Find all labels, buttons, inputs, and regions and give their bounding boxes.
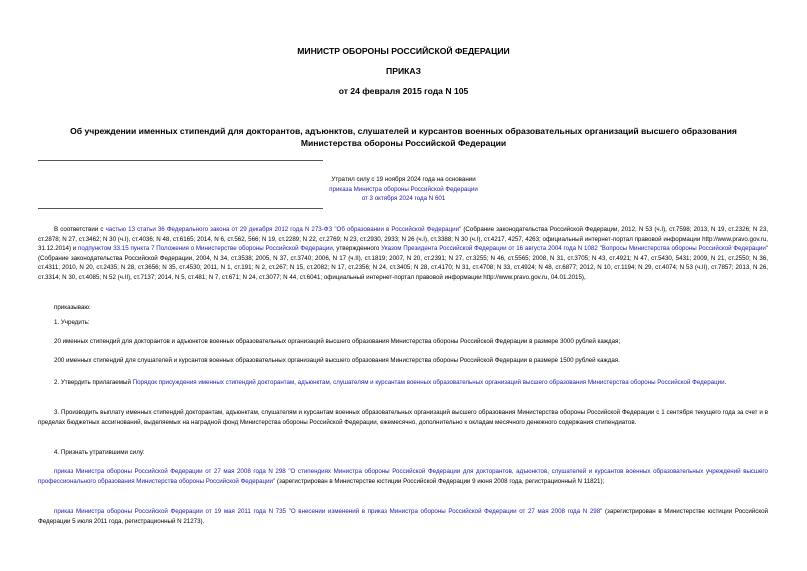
- item-1-heading: 1. Учредить:: [54, 319, 90, 326]
- order-word: приказываю:: [54, 304, 91, 311]
- item-2-text-1: 2. Утвердить прилагаемый: [54, 379, 133, 386]
- procedure-link[interactable]: Порядок присуждения именных стипендий докторантам, адъюнктам, слушателям и курсантам военных образовательных организаций высшего образования Министерства обороны Российской Федерации: [132, 379, 725, 386]
- regulation-link[interactable]: подпунктом 33.15 пункта 7 Положения о Министерстве обороны Российской Федерации: [78, 245, 333, 253]
- item-4-a-text: (зарегистрирован в Министерстве юстиции Российской Федерации 9 июня 2008 года, регистрационный N 11821);: [275, 477, 605, 485]
- item-4-heading: 4. Признать утратившими силу:: [54, 449, 145, 456]
- divider-bottom: [38, 208, 323, 209]
- item-4-a: [38, 467, 768, 486]
- item-3-paragraph: 3. Производить выплату именных стипендий докторантам, адъюнктам, слушателям и курсантам военных образовательных организаций высшего образования Министерства обороны Российской Федерации с 1 сентября текущего года за счет и в пределах бюджетных ассигнований, выделяемых на наградной фонд Министерства обороны Российской Федерации, ежемесячно, дополнительно к окладам месячного денежного содержания стипендиатов.: [38, 409, 768, 426]
- preamble-text-3: , утвержденного: [332, 245, 382, 253]
- status-note-text: Утратил силу с 19 ноября 2024 года на основании: [331, 176, 476, 183]
- divider-top: [38, 160, 323, 161]
- status-note: [240, 175, 567, 204]
- preamble-paragraph: [38, 225, 768, 283]
- item-2-paragraph: [38, 378, 768, 388]
- status-note-link[interactable]: приказа Министра обороны Российской Федерации: [329, 185, 478, 193]
- item-4-b-text: (зарегистрирован в Министерстве юстиции Российской Федерации 5 июля 2011 года, регистрационный N 21273).: [38, 508, 768, 525]
- item-2-text-2: .: [724, 379, 727, 386]
- preamble-text-1: В соответствии с: [54, 226, 106, 233]
- document-title: Об учреждении именных стипендий для докторантов, адъюнктов, слушателей и курсантов военных образовательных организаций высшего образования Министерства обороны Российской Федерации: [70, 126, 737, 148]
- order-735-link[interactable]: приказ Министра обороны Российской Федерации от 19 мая 2011 года N 735 "О внесении изменений в приказ Министра обороны Российской Федерации от 27 мая 2008 года N 298": [54, 508, 603, 515]
- preamble-text-4: (Собрание законодательства Российской Федерации, 2004, N 34, ст.3538; 2005, N 37, ст.3740; 2006, N 17 (ч.II), ст.1819; 2007, N 20, ст.2391; N 27, ст.3255; N 46, ст.5565; 2008, N 31, ст.3705; N 43, ст.4921; N 47, ст.5430, 5431; 2009, N 21, ст.2550; N 36, ст.4311; 2010, N 20, ст.2435; N 28, ст.3656; N 35, ст.4530; 2011, N 1, ст.191; N 2, ст.267; N 15, ст.2082; N 17, ст.2356; N 24, ст.3405; N 28, ст.4170; N 31, ст.4708; N 33, ст.4924; N 48, ст.6877; 2012, N 10, ст.1194; N 29, ст.4074; N 53 (ч.II), ст.7857; 2013, N 26, ст.3314; N 30, ст.4085; N 52 (ч.II), ст.7137; 2014, N 5, ст.481; N 7, ст.671; N 24, ст.3077; N 44, ст.6041; официальный интернет-портал правовой информации http://www.pravo.gov.ru, 04.01.2015),: [38, 254, 768, 281]
- doc-type-heading: ПРИКАЗ: [386, 66, 421, 76]
- item-1-b: 200 именных стипендий для слушателей и курсантов военных образовательных организаций высшего образования Министерства обороны Российской Федерации в размере 1500 рублей каждая.: [54, 357, 620, 364]
- preamble-text-2: (Собрание законодательства Российской Федерации, 2012, N 53 (ч.I), ст.7598; 2013, N 19, ст.2326; N 23, ст.2878; N 27, ст.3462; N 30 (ч.I), ст.4036; N 48, ст.6165; 2014, N 6, ст.562, 566; N 19, ст.2289; N 22, ст.2769; N 23, ст.2930, 2933; N 26 (ч.I), ст.3388; N 30 (ч.I), ст.4217, 4257, 4263; официальный интернет-портал правовой информации http://www.pravo.gov.ru, 31.12.2014) и: [38, 226, 768, 253]
- ministry-heading: МИНИСТР ОБОРОНЫ РОССИЙСКОЙ ФЕДЕРАЦИИ: [297, 46, 510, 56]
- date-number-heading: от 24 февраля 2015 года N 105: [338, 86, 469, 96]
- status-note-link-date[interactable]: от 3 октября 2024 года N 601: [361, 195, 446, 202]
- item-4-b: [38, 507, 768, 526]
- item-1-a: 20 именных стипендий для докторантов и адъюнктов военных образовательных организаций высшего образования Министерства обороны Российской Федерации в размере 3000 рублей каждая;: [54, 338, 621, 345]
- law-273-link[interactable]: частью 13 статьи 36 Федерального закона от 29 декабря 2012 года N 273-ФЗ "Об образовании в Российской Федерации": [105, 226, 462, 233]
- order-298-link[interactable]: приказ Министра обороны Российской Федерации от 27 мая 2008 года N 298 "О стипендиях Министра обороны Российской Федерации для докторантов, адъюнктов, слушателей и курсантов военных образовательных учреждений высшего профессионального образования Министерства обороны Российской Федерации": [38, 468, 768, 485]
- presidential-decree-link[interactable]: Указом Президента Российской Федерации от 16 августа 2004 года N 1082 "Вопросы Министерства обороны Российской Федерации": [381, 245, 768, 253]
